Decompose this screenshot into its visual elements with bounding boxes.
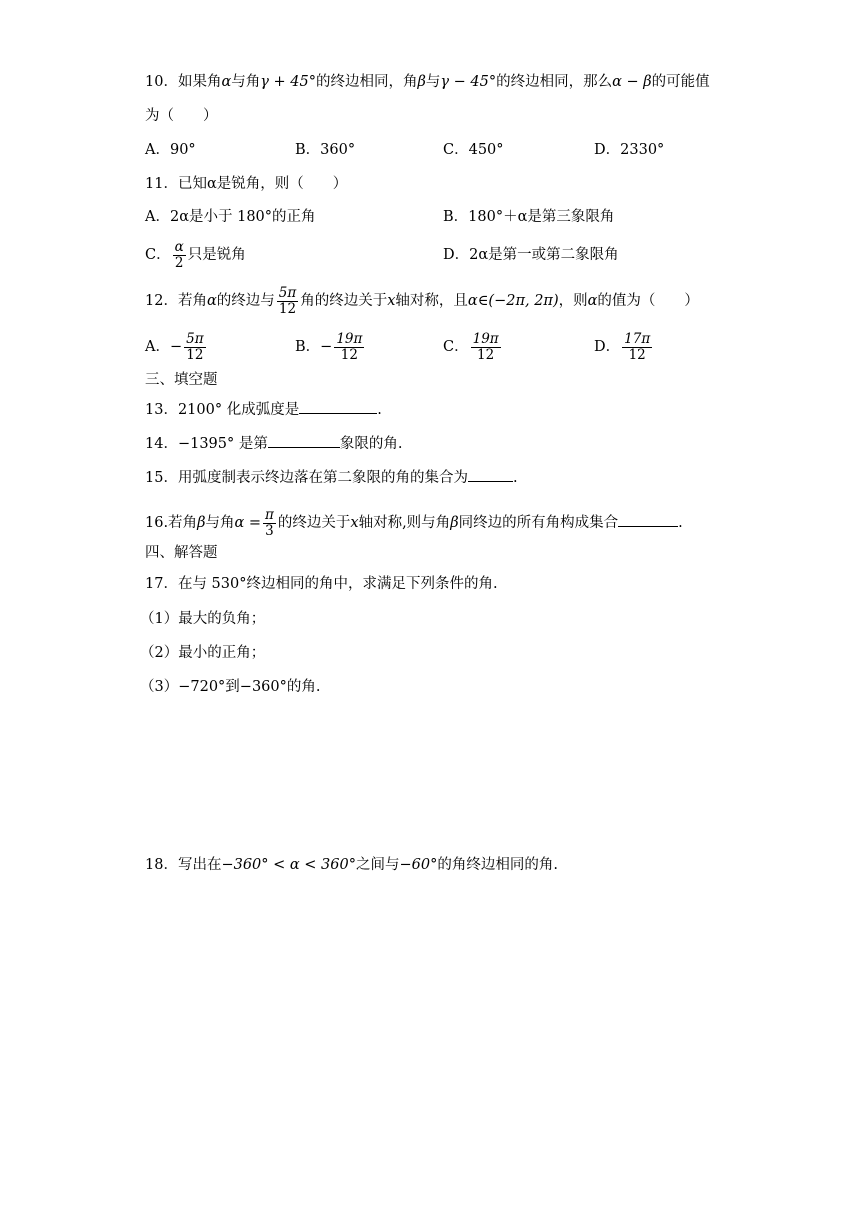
question-16: 16.若角β与角α = $\frac{\pi}{3}$ 的终边关于x轴对称,则与角β同终边的所有角构成集合 . [145,506,683,539]
question-15: 15．用弧度制表示终边落在第二象限的角的集合为 . [145,467,518,488]
fraction: $\frac{5\pi}{12}$ [278,284,297,317]
question-17-stem: 17．在与 530°终边相同的角中，求满足下列条件的角. [145,576,498,592]
fraction: $\frac{\alpha}{2}$ [174,238,184,271]
option-d: D．2α是第一或第二象限角 [443,247,619,263]
answer-blank [299,399,377,414]
option-d: D． $\frac{17\pi}{12}$ [594,330,651,363]
option-a: A．90° [145,142,196,158]
option-a: A．− $\frac{5\pi}{12}$ [145,330,204,363]
fraction: $\frac{\pi}{3}$ [265,506,274,539]
question-18: 18．写出在−360° < α < 360°之间与−60°的角终边相同的角. [145,857,558,873]
section-heading-fill-in: 三、填空题 [145,372,218,388]
question-17-part-3: （3）−720°到−360°的角. [140,679,321,695]
question-12-stem: 12．若角α的终边与 $\frac{5\pi}{12}$ 角的终边关于x轴对称，且α∈(−2π, 2π)，则α的值为（ ） [145,284,699,317]
option-b: B．180°＋α是第三象限角 [443,209,615,225]
option-a: A．2α是小于 180°的正角 [145,209,316,225]
section-heading-answer: 四、解答题 [145,545,218,561]
question-10-continuation: 为（ ） [145,108,218,124]
option-c: C． $\frac{\alpha}{2}$ 只是锐角 [145,238,246,271]
option-b: B．− $\frac{19\pi}{12}$ [295,330,363,363]
question-17-part-2: （2）最小的正角； [140,645,266,661]
question-11-stem: 11．已知α是锐角，则（ ） [145,176,348,192]
answer-blank [618,512,678,527]
option-b: B．360° [295,142,356,158]
option-c: C．450° [443,142,504,158]
question-17-part-1: （1）最大的负角； [140,611,266,627]
answer-blank [468,467,513,482]
option-c: C． $\frac{19\pi}{12}$ [443,330,499,363]
question-14: 14．−1395° 是第 象限的角. [145,433,402,454]
option-d: D．2330° [594,142,665,158]
answer-blank [268,433,340,448]
question-13: 13．2100° 化成弧度是 . [145,399,382,420]
question-10-stem: 10．如果角α与角γ + 45°的终边相同，角β与γ − 45°的终边相同，那么α − β的可能值 [145,74,710,90]
